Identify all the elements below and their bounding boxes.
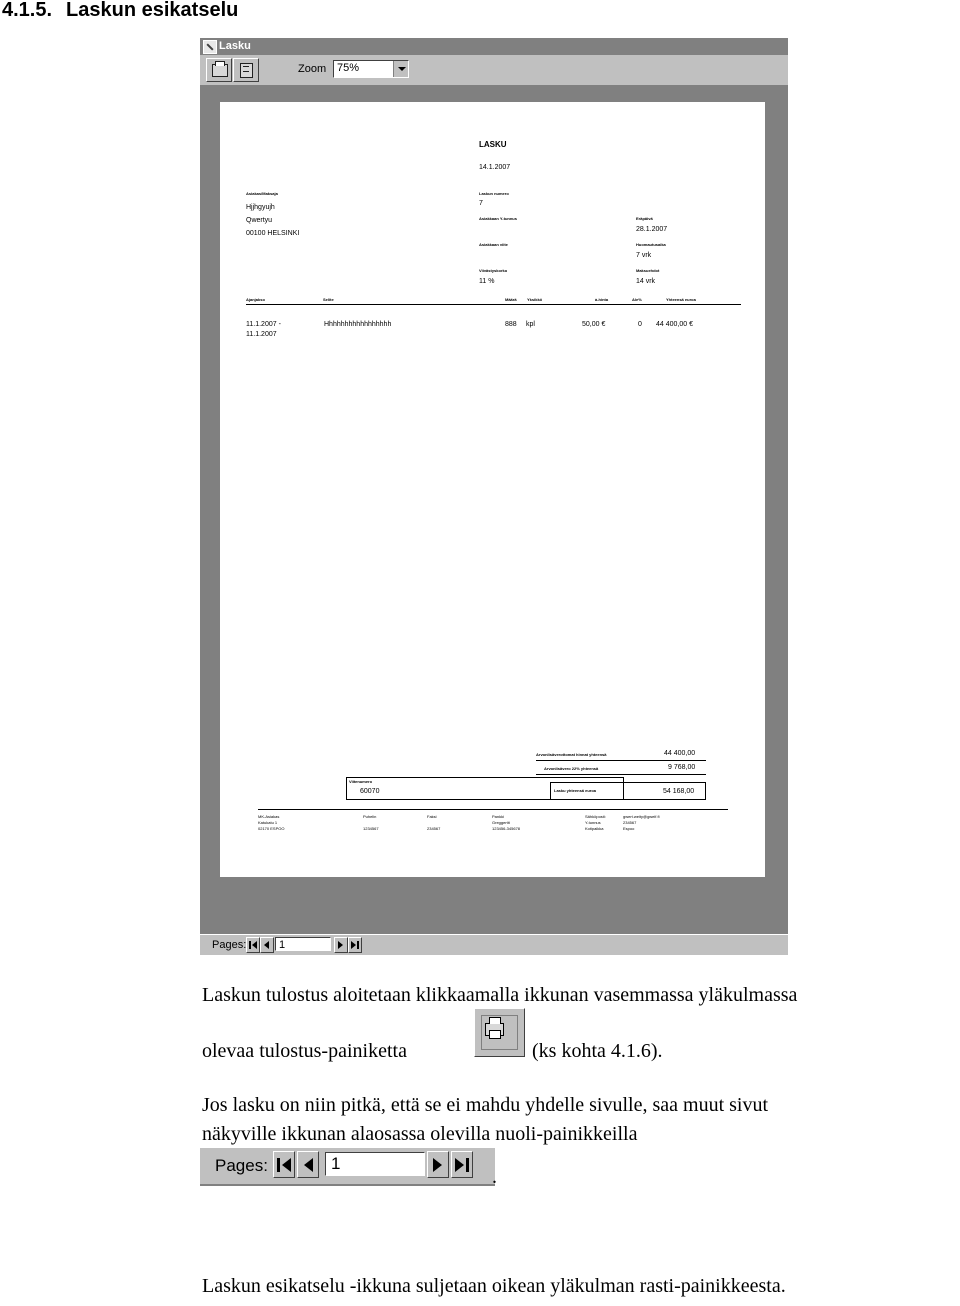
page-number-input[interactable]: 1 — [275, 937, 331, 951]
footer-company: MK-Asiakas — [258, 814, 280, 819]
first-page-button — [273, 1151, 295, 1178]
row-description: Hhhhhhhhhhhhhhhhh — [324, 321, 392, 328]
invoice-number-label: Laskun numero — [479, 191, 509, 196]
previous-page-button[interactable] — [260, 937, 274, 953]
first-page-icon — [252, 941, 257, 949]
export-button[interactable] — [233, 58, 259, 82]
previous-page-icon — [304, 1158, 313, 1172]
print-button-illustration — [474, 1008, 525, 1057]
footer-contact: Kotipaikka — [585, 826, 604, 831]
footer-phone: Puhelin — [363, 814, 377, 819]
subtotal-label: Arvonlisäverottomat hinnat yhteensä — [536, 752, 607, 757]
row-discount: 0 — [638, 321, 642, 328]
footer-fax: 234567 — [427, 826, 441, 831]
column-header: Yhteensä euroa — [666, 297, 696, 302]
last-page-icon — [351, 941, 356, 949]
row-unit-price: 50,00 € — [582, 321, 606, 328]
column-header: à-hinta — [595, 297, 609, 302]
vat-rule — [536, 774, 706, 775]
paragraph-2-line-1: Jos lasku on niin pitkä, että se ei mahdu yhdelle sivulle, saa muut sivut — [202, 1094, 769, 1116]
vat-label: Arvonlisävero 22% yhteensä — [544, 766, 599, 771]
document-icon — [240, 63, 253, 78]
print-button[interactable] — [206, 58, 232, 82]
footer-company: Katukatu 1 — [258, 820, 278, 825]
row-period-end: 11.1.2007 — [246, 331, 277, 338]
paragraph-1-line-1: Laskun tulostus aloitetaan klikkaamalla ikkunan vasemmassa yläkulmassa — [202, 984, 798, 1006]
late-interest-label: Viivästyskorko — [479, 268, 508, 273]
pages-label: Pages: — [215, 1156, 268, 1175]
section-title: Laskun esikatselu — [66, 0, 239, 21]
complaint-time-label: Huomautusaika — [636, 242, 666, 247]
reference: 60070 — [360, 788, 380, 795]
column-header: Ale% — [632, 297, 642, 302]
zoom-select[interactable] — [333, 60, 409, 78]
column-header: Ajanjakso — [246, 297, 265, 302]
recipient-line: Qwertyu — [246, 217, 273, 224]
next-page-button — [427, 1151, 449, 1178]
row-quantity: 888 — [505, 321, 517, 328]
recipient-label: Asiakas/Maksaja — [246, 191, 278, 196]
invoice-page — [220, 102, 765, 877]
first-page-button[interactable] — [246, 937, 260, 953]
row-total: 44 400,00 € — [656, 321, 693, 328]
footer-fax: Faksi — [427, 814, 437, 819]
row-period-start: 11.1.2007 - — [246, 321, 281, 328]
header-rule — [246, 304, 741, 305]
window-titlebar[interactable] — [200, 38, 788, 55]
payment-terms: 14 vrk — [636, 278, 656, 285]
footer-contact-value: gwert.weity@gweif.fi — [623, 814, 660, 819]
complaint-time: 7 vrk — [636, 252, 652, 259]
paragraph-1-line-2-end: (ks kohta 4.1.6). — [532, 1040, 663, 1062]
printer-icon — [212, 64, 228, 77]
paragraph-2-period: . — [492, 1166, 497, 1188]
column-header: Yksikkö — [527, 297, 543, 302]
paragraph-3: Laskun esikatselu -ikkuna suljetaan oikean yläkulman rasti-painikkeesta. — [202, 1275, 786, 1297]
paragraph-1-line-2: olevaa tulostus-painiketta — [202, 1040, 407, 1062]
section-heading — [2, 0, 238, 22]
late-interest: 11 % — [479, 278, 495, 285]
section-number: 4.1.5. — [2, 0, 53, 21]
subtotal-rule — [536, 760, 706, 761]
row-unit: kpl — [526, 321, 535, 328]
due-date-label: Eräpäivä — [636, 216, 653, 221]
chevron-down-icon[interactable] — [393, 61, 408, 77]
subtotal: 44 400,00 — [664, 750, 696, 757]
last-page-button[interactable] — [348, 937, 362, 953]
footer-rule — [258, 809, 728, 810]
invoice-number: 7 — [479, 200, 483, 207]
zoom-value: 75% — [337, 62, 360, 74]
invoice-date: 14.1.2007 — [479, 164, 511, 171]
recipient-line: 00100 HELSINKI — [246, 230, 300, 237]
pages-label: Pages: — [212, 939, 247, 951]
footer-contact-value: Espoo — [623, 826, 635, 831]
first-page-icon — [282, 1158, 291, 1172]
invoice-preview-window — [200, 38, 788, 954]
previous-page-icon — [264, 941, 269, 949]
window-title: Lasku — [219, 40, 251, 52]
grand-total: 54 168,00 — [663, 788, 695, 795]
reference-label: Viitenumero — [349, 779, 373, 784]
due-date: 28.1.2007 — [636, 226, 668, 233]
column-header: Määrä — [505, 297, 517, 302]
footer-contact: Sähköposti: — [585, 814, 606, 819]
payment-terms-label: Maksuehdot — [636, 268, 660, 273]
last-page-icon — [455, 1158, 464, 1172]
page-navigation-bar — [200, 934, 788, 955]
page-number-input: 1 — [325, 1152, 425, 1176]
page-navigation-illustration — [200, 1148, 495, 1186]
next-page-icon — [338, 941, 343, 949]
app-icon — [203, 40, 217, 54]
footer-bank: Pankki — [492, 814, 505, 819]
toolbar — [200, 55, 788, 86]
footer-contact: Y-tunnus — [585, 820, 601, 825]
customer-ref-label: Asiakkaan viite — [479, 242, 508, 247]
next-page-button[interactable] — [334, 937, 348, 953]
footer-bank: Greggertit — [492, 820, 510, 825]
footer-contact-value: 234567 — [623, 820, 637, 825]
recipient-line: Hjjhgyujh — [246, 204, 275, 211]
column-header: Selite — [323, 297, 334, 302]
previous-page-button — [297, 1151, 319, 1178]
invoice-title: LASKU — [479, 140, 507, 149]
footer-company: 02170 ESPOO — [258, 826, 285, 831]
printer-icon — [485, 1023, 504, 1036]
paragraph-2-line-2: näkyville ikkunan alaosassa olevilla nuoli-painikkeilla — [202, 1123, 638, 1145]
grand-total-label: Lasku yhteensä euroa — [554, 788, 597, 793]
vat: 9 768,00 — [668, 764, 696, 771]
next-page-icon — [433, 1158, 442, 1172]
footer-bank: 123456-345678 — [492, 826, 521, 831]
customer-vat-label: Asiakkaan Y-tunnus — [479, 216, 517, 221]
zoom-label: Zoom — [298, 63, 327, 75]
footer-phone: 1234567 — [363, 826, 379, 831]
last-page-button — [451, 1151, 473, 1178]
